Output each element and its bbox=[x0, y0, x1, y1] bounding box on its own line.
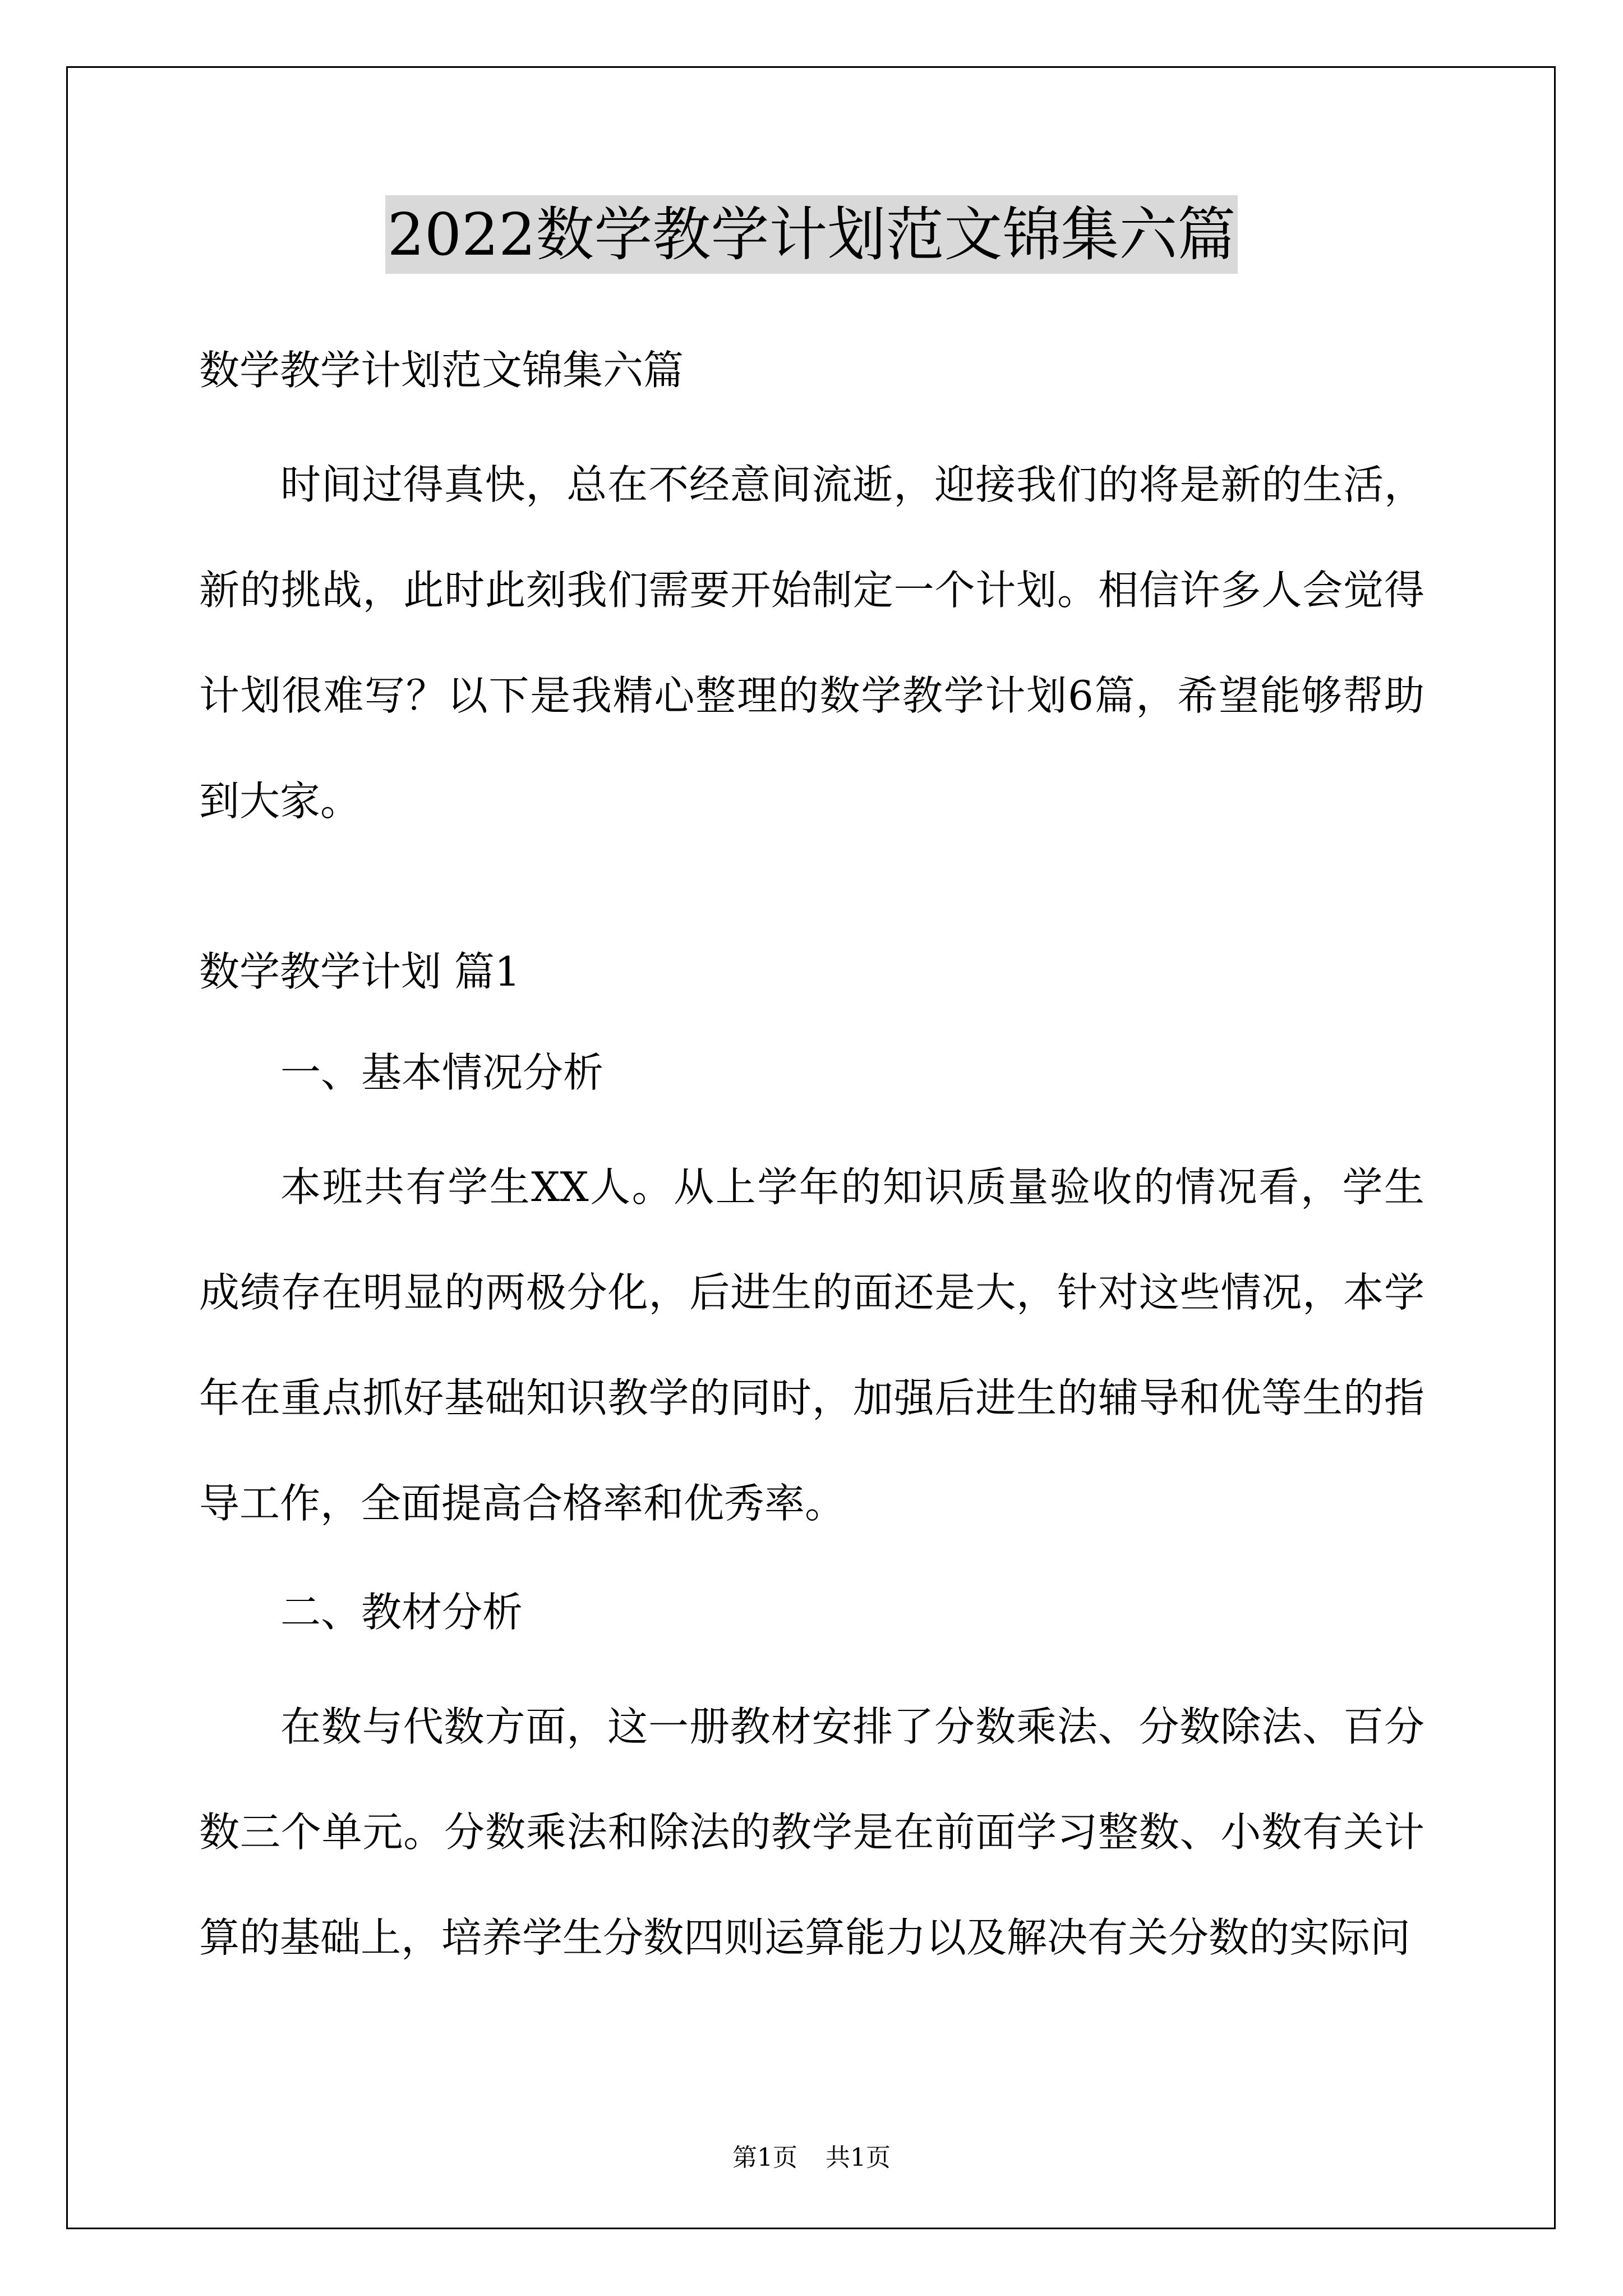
document-body bbox=[199, 331, 1424, 2007]
subheading-analysis: 一、基本情况分析 bbox=[280, 1049, 604, 1096]
page-number: 第1页 bbox=[732, 2143, 797, 2172]
analysis-paragraph: 本班共有学生XX人。从上学年的知识质量验收的情况看，学生成绩存在明显的两极分化，后进生的面还是大，针对这些情况，本学年在重点抓好基础知识教学的同时，加强后进生的辅导和优等生的指导工作，全面提高合格率和优秀率。 bbox=[199, 1163, 1424, 1527]
title-container bbox=[0, 195, 1623, 274]
textbook-paragraph: 在数与代数方面，这一册教材安排了分数乘法、分数除法、百分数三个单元。分数乘法和除法的教学是在前面学习整数、小数有关计算的基础上，培养学生分数四则运算能力以及解决有关分数的实际问 bbox=[199, 1703, 1424, 1961]
subheading-textbook: 二、教材分析 bbox=[280, 1589, 523, 1636]
intro-paragraph: 时间过得真快，总在不经意间流逝，迎接我们的将是新的生活，新的挑战，此时此刻我们需要开始制定一个计划。相信许多人会觉得计划很难写？以下是我精心整理的数学教学计划6篇，希望能够帮助到大家。 bbox=[199, 461, 1424, 825]
document-title: 2022数学教学计划范文锦集六篇 bbox=[385, 195, 1238, 274]
page-footer bbox=[0, 2137, 1623, 2173]
subtitle-paragraph: 数学教学计划范文锦集六篇 bbox=[199, 347, 684, 394]
section-heading: 数学教学计划 篇1 bbox=[199, 948, 520, 995]
page-total: 共1页 bbox=[826, 2143, 891, 2172]
